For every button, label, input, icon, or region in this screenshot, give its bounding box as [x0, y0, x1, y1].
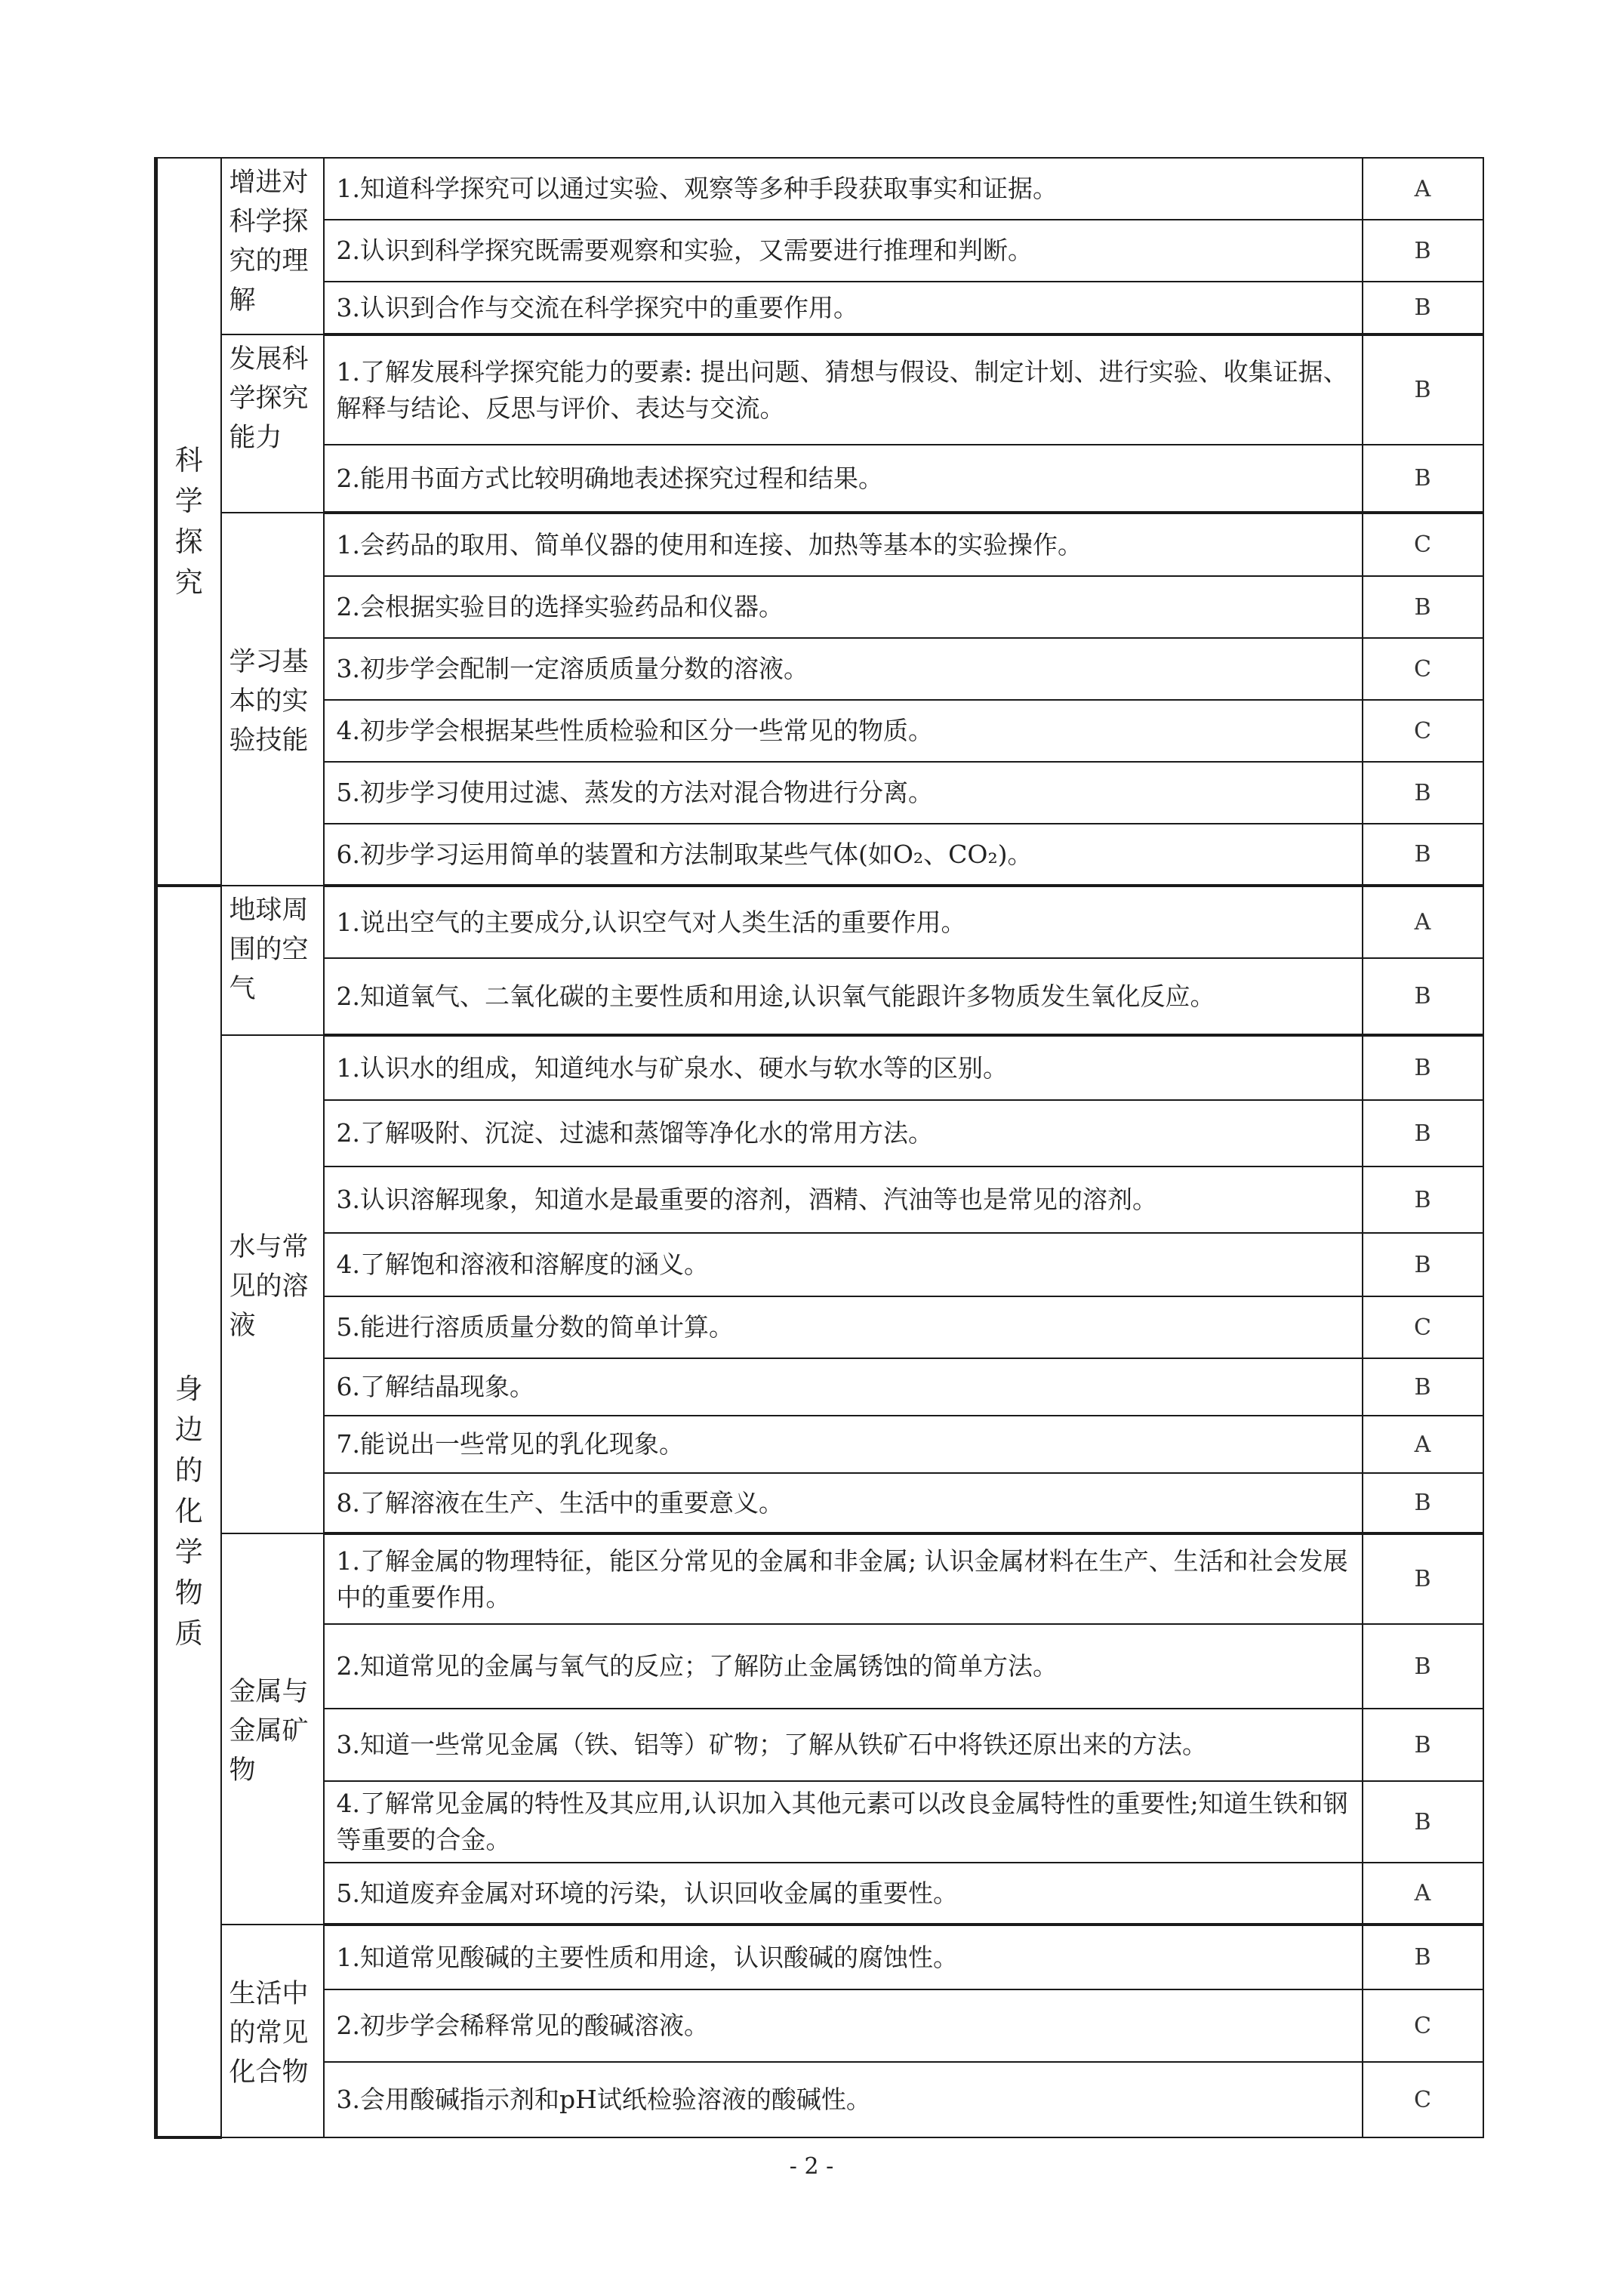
subsection-title-text: 生活中的常见化合物 [229, 1979, 309, 2088]
subsection-title [221, 1533, 324, 1925]
requirement-text: 3.知道一些常见金属（铁、铝等）矿物；了解从铁矿石中将铁还原出来的方法。 [324, 1709, 1363, 1781]
table-row [156, 334, 1483, 445]
requirement-grade: C [1363, 1296, 1483, 1358]
requirement-grade: A [1363, 1863, 1483, 1925]
requirement-text: 4.初步学会根据某些性质检验和区分一些常见的物质。 [324, 700, 1363, 762]
subsection-title-text: 增进对科学探究的理解 [229, 168, 309, 316]
requirement-text: 3.初步学会配制一定溶质质量分数的溶液。 [324, 638, 1363, 700]
requirement-grade: C [1363, 2062, 1483, 2137]
requirement-grade: B [1363, 1709, 1483, 1781]
requirement-text: 5.初步学习使用过滤、蒸发的方法对混合物进行分离。 [324, 762, 1363, 824]
requirement-grade: B [1363, 576, 1483, 638]
requirement-text: 3.认识溶解现象，知道水是最重要的溶剂，酒精、汽油等也是常见的溶剂。 [324, 1166, 1363, 1233]
subsection-title [221, 886, 324, 1035]
subsection-title-text: 学习基本的实验技能 [229, 647, 309, 756]
requirement-text: 4.了解饱和溶液和溶解度的涵义。 [324, 1233, 1363, 1296]
table-row [156, 1624, 1483, 1709]
table-row [156, 1035, 1483, 1100]
requirement-grade: B [1363, 334, 1483, 445]
table-row [156, 886, 1483, 958]
requirement-text: 3.会用酸碱指示剂和pH试纸检验溶液的酸碱性。 [324, 2062, 1363, 2137]
table-row [156, 762, 1483, 824]
requirement-grade: C [1363, 700, 1483, 762]
requirement-grade: B [1363, 1358, 1483, 1416]
standards-table [154, 157, 1484, 2139]
requirement-grade: B [1363, 445, 1483, 513]
requirement-text: 2.知道氧气、二氧化碳的主要性质和用途,认识氧气能跟许多物质发生氧化反应。 [324, 958, 1363, 1035]
subsection-title [221, 513, 324, 886]
requirement-grade: B [1363, 762, 1483, 824]
table-row [156, 824, 1483, 886]
requirement-grade: B [1363, 1233, 1483, 1296]
requirement-grade: B [1363, 1624, 1483, 1709]
table-row [156, 2062, 1483, 2137]
subsection-title-text: 金属与金属矿物 [229, 1677, 309, 1786]
table-row [156, 513, 1483, 576]
table-row [156, 1358, 1483, 1416]
subsection-title [221, 334, 324, 513]
table-row [156, 220, 1483, 282]
requirement-text: 2.会根据实验目的选择实验药品和仪器。 [324, 576, 1363, 638]
subsection-title-text: 发展科学探究能力 [229, 344, 309, 453]
table-row [156, 1863, 1483, 1925]
requirement-text: 8.了解溶液在生产、生活中的重要意义。 [324, 1473, 1363, 1533]
requirement-grade: B [1363, 1100, 1483, 1166]
requirement-text: 4.了解常见金属的特性及其应用,认识加入其他元素可以改良金属特性的重要性;知道生铁和钢等重要的合金。 [324, 1781, 1363, 1863]
section-title: 科 学 探 究 [156, 158, 221, 886]
requirement-text: 2.初步学会稀释常见的酸碱溶液。 [324, 1989, 1363, 2062]
requirement-text: 6.了解结晶现象。 [324, 1358, 1363, 1416]
requirement-text: 2.知道常见的金属与氧气的反应；了解防止金属锈蚀的简单方法。 [324, 1624, 1363, 1709]
table-row [156, 1233, 1483, 1296]
requirement-grade: B [1363, 1035, 1483, 1100]
requirement-grade: B [1363, 958, 1483, 1035]
requirement-text: 1.知道常见酸碱的主要性质和用途，认识酸碱的腐蚀性。 [324, 1925, 1363, 1989]
standards-table-body [156, 158, 1483, 2137]
requirement-text: 5.能进行溶质质量分数的简单计算。 [324, 1296, 1363, 1358]
requirement-grade: B [1363, 824, 1483, 886]
table-row [156, 1100, 1483, 1166]
requirement-text: 1.了解金属的物理特征，能区分常见的金属和非金属; 认识金属材料在生产、生活和社会发展中的重要作用。 [324, 1533, 1363, 1624]
table-row [156, 958, 1483, 1035]
page-number: - 2 - [789, 2153, 834, 2180]
subsection-title [221, 158, 324, 334]
requirement-text: 2.认识到科学探究既需要观察和实验，又需要进行推理和判断。 [324, 220, 1363, 282]
table-row [156, 1416, 1483, 1473]
requirement-grade: A [1363, 1416, 1483, 1473]
table-row [156, 1166, 1483, 1233]
requirement-text: 5.知道废弃金属对环境的污染，认识回收金属的重要性。 [324, 1863, 1363, 1925]
table-row [156, 1533, 1483, 1624]
table-row [156, 1925, 1483, 1989]
requirement-text: 1.说出空气的主要成分,认识空气对人类生活的重要作用。 [324, 886, 1363, 958]
requirement-text: 3.认识到合作与交流在科学探究中的重要作用。 [324, 282, 1363, 334]
table-row [156, 700, 1483, 762]
subsection-title-text: 地球周围的空气 [229, 895, 309, 1004]
table-row [156, 1709, 1483, 1781]
subsection-title [221, 1035, 324, 1533]
subsection-title [221, 1925, 324, 2137]
requirement-text: 6.初步学习运用简单的装置和方法制取某些气体(如O₂、CO₂)。 [324, 824, 1363, 886]
table-row [156, 1781, 1483, 1863]
requirement-grade: B [1363, 1533, 1483, 1624]
requirement-grade: C [1363, 638, 1483, 700]
requirement-text: 1.知道科学探究可以通过实验、观察等多种手段获取事实和证据。 [324, 158, 1363, 220]
table-row [156, 1473, 1483, 1533]
subsection-title-text: 水与常见的溶液 [229, 1232, 309, 1341]
requirement-grade: A [1363, 158, 1483, 220]
requirement-grade: B [1363, 282, 1483, 334]
requirement-text: 1.会药品的取用、简单仪器的使用和连接、加热等基本的实验操作。 [324, 513, 1363, 576]
table-row [156, 445, 1483, 513]
section-title: 身 边 的 化 学 物 质 [156, 886, 221, 2137]
table-row [156, 1296, 1483, 1358]
table-row [156, 282, 1483, 334]
requirement-text: 1.了解发展科学探究能力的要素: 提出问题、猜想与假设、制定计划、进行实验、收集证据、解释与结论、反思与评价、表达与交流。 [324, 334, 1363, 445]
table-row [156, 1989, 1483, 2062]
table-row [156, 158, 1483, 220]
table-row [156, 576, 1483, 638]
requirement-grade: B [1363, 220, 1483, 282]
requirement-grade: C [1363, 1989, 1483, 2062]
requirement-text: 1.认识水的组成，知道纯水与矿泉水、硬水与软水等的区别。 [324, 1035, 1363, 1100]
requirement-grade: B [1363, 1925, 1483, 1989]
requirement-grade: A [1363, 886, 1483, 958]
requirement-text: 7.能说出一些常见的乳化现象。 [324, 1416, 1363, 1473]
requirement-grade: B [1363, 1473, 1483, 1533]
table-row [156, 638, 1483, 700]
requirement-grade: B [1363, 1166, 1483, 1233]
requirement-text: 2.了解吸附、沉淀、过滤和蒸馏等净化水的常用方法。 [324, 1100, 1363, 1166]
requirement-grade: B [1363, 1781, 1483, 1863]
requirement-grade: C [1363, 513, 1483, 576]
requirement-text: 2.能用书面方式比较明确地表述探究过程和结果。 [324, 445, 1363, 513]
